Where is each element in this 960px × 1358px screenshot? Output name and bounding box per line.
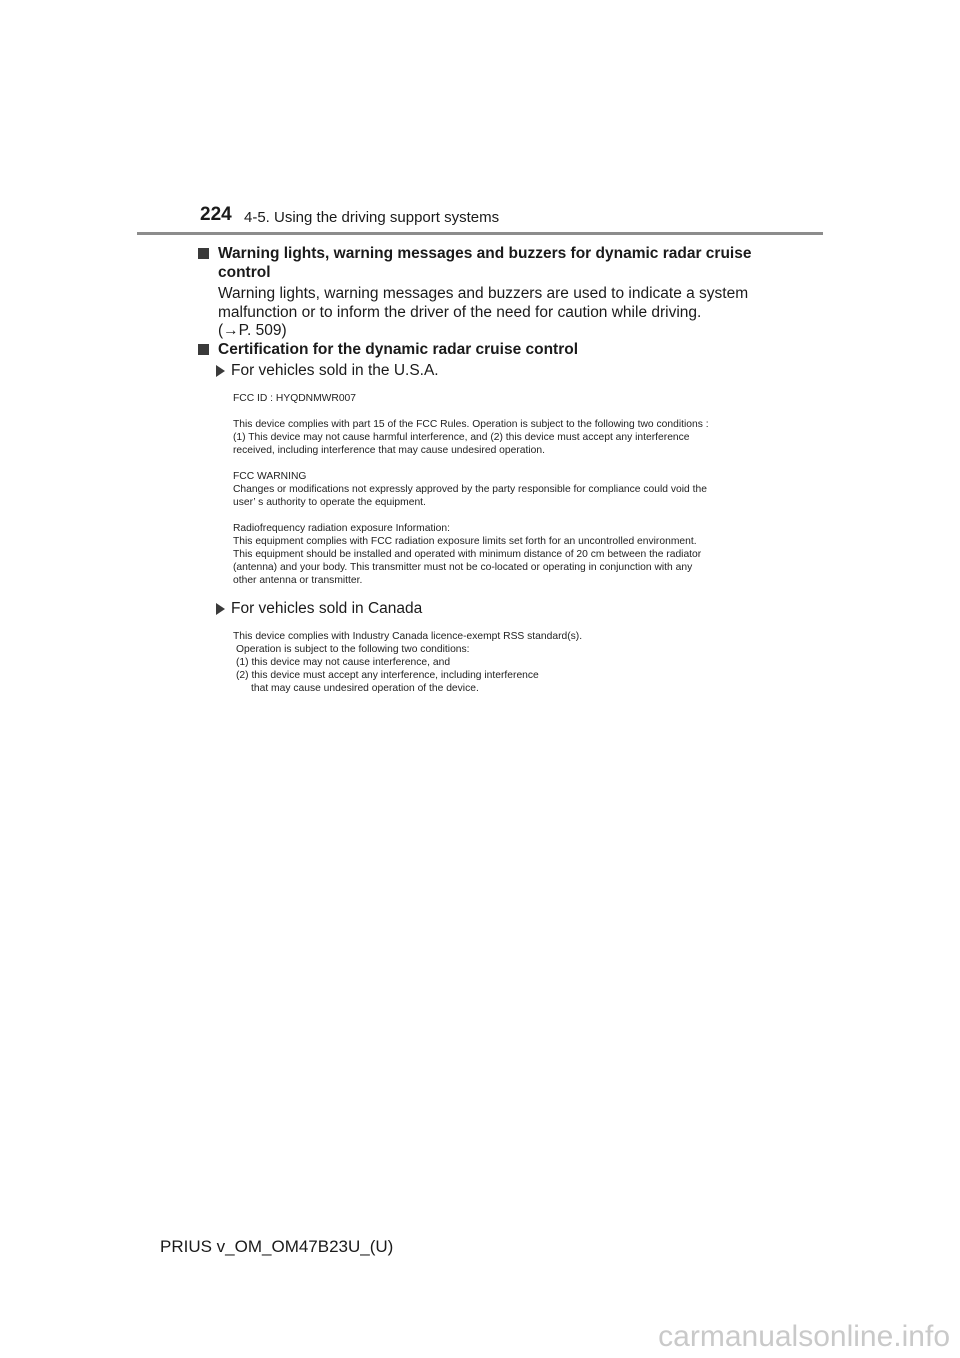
section-heading — [198, 244, 788, 282]
bullet-label: For vehicles sold in Canada — [231, 600, 423, 617]
fcc-line: user’ s authority to operate the equipment. — [233, 497, 426, 508]
fcc-line: This device complies with part 15 of the FCC Rules. Operation is subject to the following two conditions : — [233, 419, 709, 430]
fcc-statement — [233, 392, 753, 587]
heading-line: Certification for the dynamic radar cruise control — [218, 341, 579, 358]
ic-line: (1) this device may not cause interference, and — [236, 657, 451, 668]
bullet-label: For vehicles sold in the U.S.A. — [231, 362, 439, 379]
industry-canada-statement — [233, 630, 753, 695]
square-bullet-icon — [198, 344, 209, 355]
fcc-line: FCC WARNING — [233, 471, 307, 482]
fcc-line: Radiofrequency radiation exposure Information: — [233, 523, 450, 534]
model-code-footer: PRIUS v_OM_OM47B23U_(U) — [160, 1237, 394, 1256]
triangle-bullet-icon — [216, 603, 225, 615]
ic-line: that may cause undesired operation of the device. — [251, 683, 479, 694]
triangle-bullet-icon — [216, 365, 225, 377]
section-body — [218, 285, 788, 341]
fcc-line: received, including interference that may cause undesired operation. — [233, 445, 545, 456]
fcc-line: This equipment should be installed and operated with minimum distance of 20 cm between the radiator — [233, 549, 702, 560]
fcc-line: (antenna) and your body. This transmitter must not be co-located or operating in conjunction with any — [233, 562, 693, 573]
section-title: 4-5. Using the driving support systems — [244, 209, 500, 226]
site-watermark: carmanualsonline.info — [658, 1320, 950, 1353]
heading-line: control — [218, 264, 271, 281]
certification-section — [198, 340, 788, 359]
ic-line: This device complies with Industry Canada licence-exempt RSS standard(s). — [233, 631, 583, 642]
ic-line: Operation is subject to the following two conditions: — [236, 644, 470, 655]
canada-bullet — [216, 599, 422, 618]
page-number: 224 — [200, 204, 232, 225]
page-reference: (→P. 509) — [218, 322, 287, 339]
body-line: malfunction or to inform the driver of the need for caution while driving. — [218, 303, 702, 321]
section-heading — [198, 340, 788, 359]
square-bullet-icon — [198, 248, 209, 259]
fcc-line: Changes or modifications not expressly approved by the party responsible for compliance could void the — [233, 484, 707, 495]
usa-bullet — [216, 361, 439, 380]
ic-line: (2) this device must accept any interference, including interference — [236, 670, 539, 681]
fcc-line: (1) This device may not cause harmful interference, and (2) this device must accept any interference — [233, 432, 690, 443]
fcc-line: FCC ID : HYQDNMWR007 — [233, 393, 356, 404]
heading-line: Warning lights, warning messages and buzzers for dynamic radar cruise — [218, 245, 752, 262]
body-line: Warning lights, warning messages and buzzers are used to indicate a system — [218, 285, 749, 302]
fcc-line: other antenna or transmitter. — [233, 575, 363, 586]
warning-lights-section — [198, 244, 788, 341]
fcc-line: This equipment complies with FCC radiation exposure limits set forth for an uncontrolled environment. — [233, 536, 697, 547]
header-divider — [137, 232, 823, 235]
